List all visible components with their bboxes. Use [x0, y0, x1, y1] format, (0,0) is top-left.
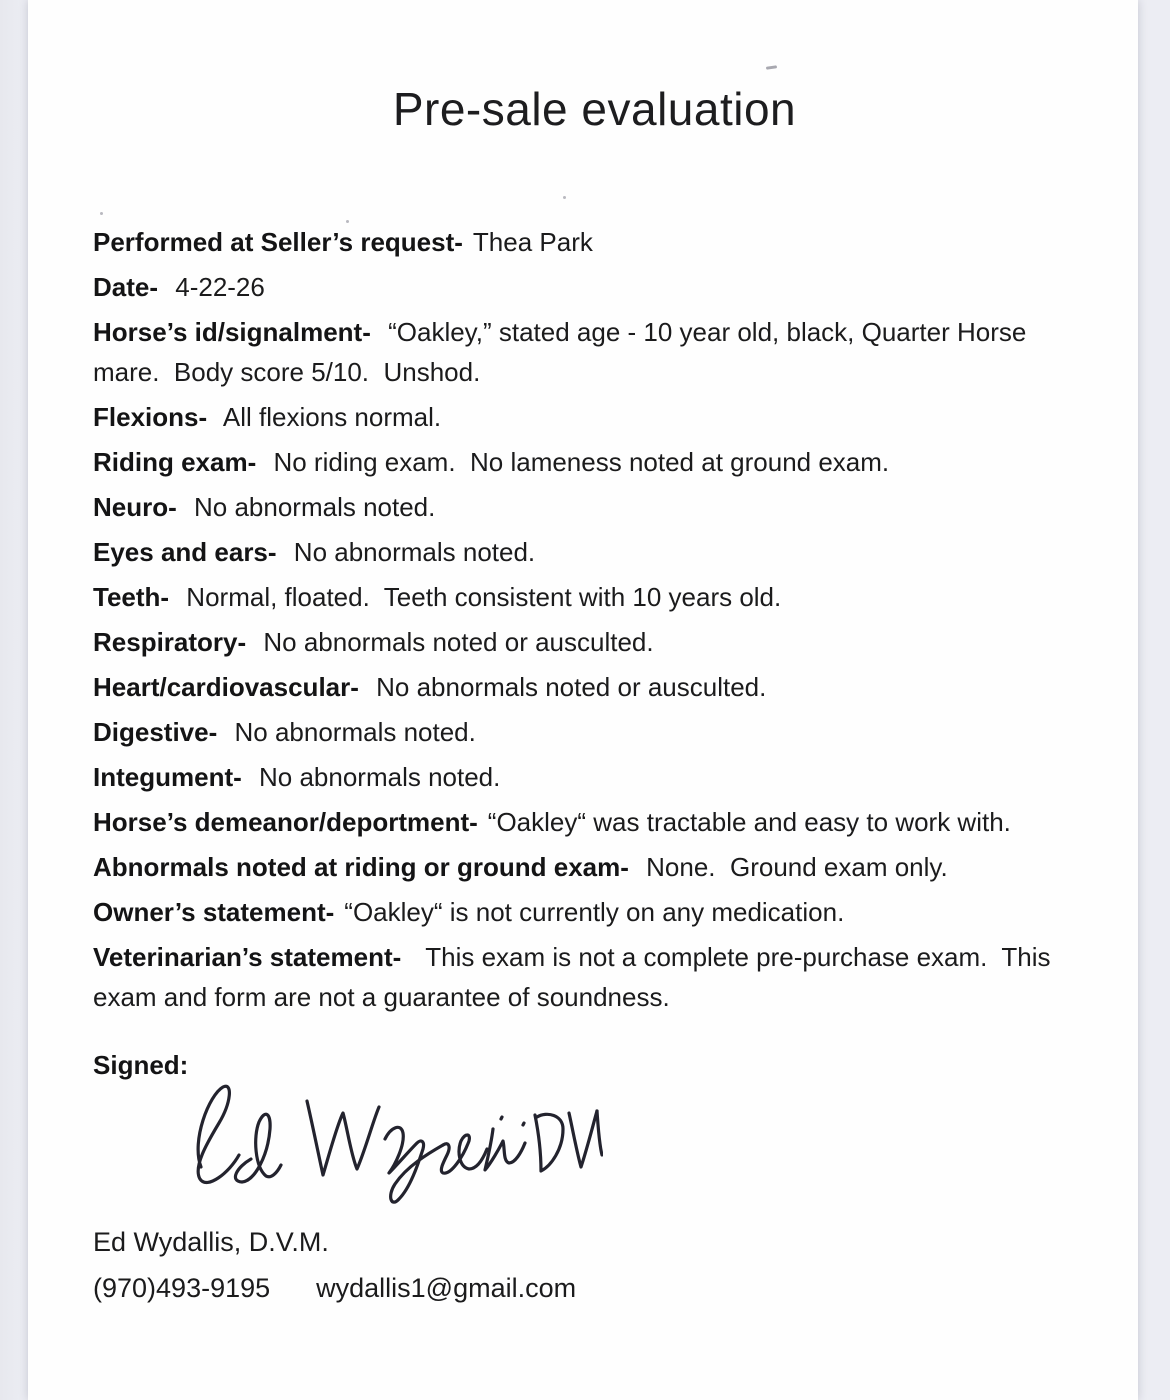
field-neuro — [93, 487, 1096, 527]
field-value: “Oakley“ is not currently on any medication. — [344, 897, 845, 927]
field-label: Digestive- — [93, 717, 218, 747]
scan-speck — [100, 212, 103, 215]
field-demeanor — [93, 802, 1096, 842]
contact-line — [93, 1268, 1096, 1308]
field-flexions — [93, 397, 1096, 437]
scan-speck — [766, 65, 777, 70]
field-riding-exam — [93, 442, 1096, 482]
field-label: Neuro- — [93, 492, 177, 522]
field-teeth — [93, 577, 1096, 617]
field-label: Owner’s statement- — [93, 897, 335, 927]
field-label: Teeth- — [93, 582, 170, 612]
field-value: No riding exam. No lameness noted at ground exam. — [266, 447, 890, 477]
vet-name: Ed Wydallis, D.V.M. — [93, 1227, 329, 1257]
field-value: No abnormals noted or ausculted. — [256, 627, 654, 657]
field-value: Thea Park — [472, 227, 593, 257]
signed-label: Signed: — [93, 1050, 189, 1080]
field-value: No abnormals noted. — [186, 492, 436, 522]
phone-number: (970)493-9195 — [93, 1273, 271, 1303]
field-value: No abnormals noted or ausculted. — [368, 672, 767, 702]
field-integument — [93, 757, 1096, 797]
field-owner-statement — [93, 892, 1096, 932]
field-label: Horse’s id/signalment- — [93, 317, 371, 347]
field-label: Abnormals noted at riding or ground exam- — [93, 852, 629, 882]
field-label: Riding exam- — [93, 447, 257, 477]
field-eyes-ears — [93, 532, 1096, 572]
field-value: This exam is not a complete pre-purchase exam. This exam and form are not a guarantee of soundness. — [93, 942, 1058, 1012]
field-label: Eyes and ears- — [93, 537, 277, 567]
field-value: “Oakley“ was tractable and easy to work with. — [487, 807, 1011, 837]
field-value: 4-22-26 — [168, 272, 265, 302]
field-label: Heart/cardiovascular- — [93, 672, 359, 702]
field-label: Respiratory- — [93, 627, 247, 657]
field-label: Integument- — [93, 762, 242, 792]
page-title: Pre-sale evaluation — [392, 83, 797, 135]
field-value: No abnormals noted. — [286, 537, 536, 567]
field-value: No abnormals noted. — [251, 762, 501, 792]
field-abnormals — [93, 847, 1096, 887]
field-value: None. Ground exam only. — [638, 852, 948, 882]
field-label: Performed at Seller’s request- — [93, 227, 463, 257]
scan-speck — [563, 196, 566, 199]
signature-block — [93, 1222, 1096, 1308]
field-value: “Oakley,” stated age - 10 year old, black, Quarter Horse mare. Body score 5/10. Unshod. — [93, 317, 1034, 387]
field-label: Horse’s demeanor/deportment- — [93, 807, 478, 837]
field-vet-statement — [93, 937, 1096, 1017]
scanned-page — [28, 0, 1138, 1400]
field-value: All flexions normal. — [217, 402, 442, 432]
field-respiratory — [93, 622, 1096, 662]
field-value: No abnormals noted. — [227, 717, 476, 747]
signature-image — [171, 1069, 603, 1204]
field-label: Date- — [93, 272, 159, 302]
field-digestive — [93, 712, 1096, 752]
field-label: Flexions- — [93, 402, 208, 432]
field-date — [93, 267, 1096, 307]
field-performed-at — [93, 222, 1096, 262]
field-label: Veterinarian’s statement- — [93, 942, 402, 972]
scan-speck — [346, 220, 349, 223]
email-address: wydallis1@gmail.com — [316, 1273, 577, 1303]
field-value: Normal, floated. Teeth consistent with 10 years old. — [179, 582, 782, 612]
field-heart — [93, 667, 1096, 707]
field-horse-id — [93, 312, 1096, 392]
